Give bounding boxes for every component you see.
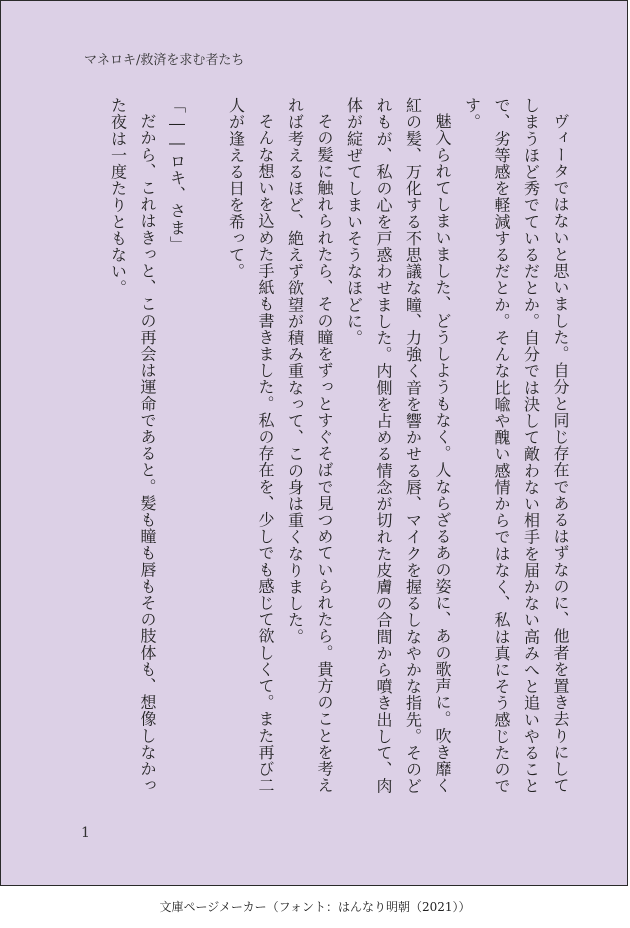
dialogue-line: 「――ロキ、さま」 <box>167 97 187 253</box>
paragraph-3: その髪に触れられたら、その瞳をずっとすぐそばで見つめていられたら。貴方のことを考えれば考えるほど、絶えず欲望が積み重なって、この身は重くなりました。 <box>285 97 334 794</box>
footer-caption: 文庫ページメーカー（フォント：はんなり明朝（2021）） <box>159 900 471 914</box>
paragraph-2: 魅入られてしまいました、どうしようもなく。人ならざるあの姿に、あの歌声に。吹き靡く紅の髪、万化する不思議な瞳、力強く音を響かせる唇、マイクを握るしなやかな指先。そのどれもが、私の心を戸惑わせました。内側を占める情念が切れた皮膚の合間から噴き出して、肉体が綻ぜてしまいそうなほどに。 <box>344 97 452 795</box>
paragraph-1: ヴィータではないと思いました。自分と同じ存在であるはずなのに、他者を置き去りにしてしまうほど秀でているだとか。自分では決して敵わない相手を届かない高みへと追いやることで、劣等感を軽減するだとか。そんな比喩や醜い感情からではなく、私は真にそう感じたのです。 <box>462 97 570 795</box>
paragraph-closing: だから、これはきっと、この再会は運命であると。髪も瞳も唇もその肢体も、想像しなかった夜は一度たりともない。 <box>108 97 157 794</box>
vertical-text-body <box>55 97 575 797</box>
paragraph-4: そんな想いを込めた手紙も書きました。私の存在を、少しでも感じて欲しくて。また再び二人が逢える日を希って。 <box>226 97 275 794</box>
page-number: 1 <box>81 825 90 841</box>
running-title: マネロキ/救済を求む者たち <box>84 53 245 68</box>
